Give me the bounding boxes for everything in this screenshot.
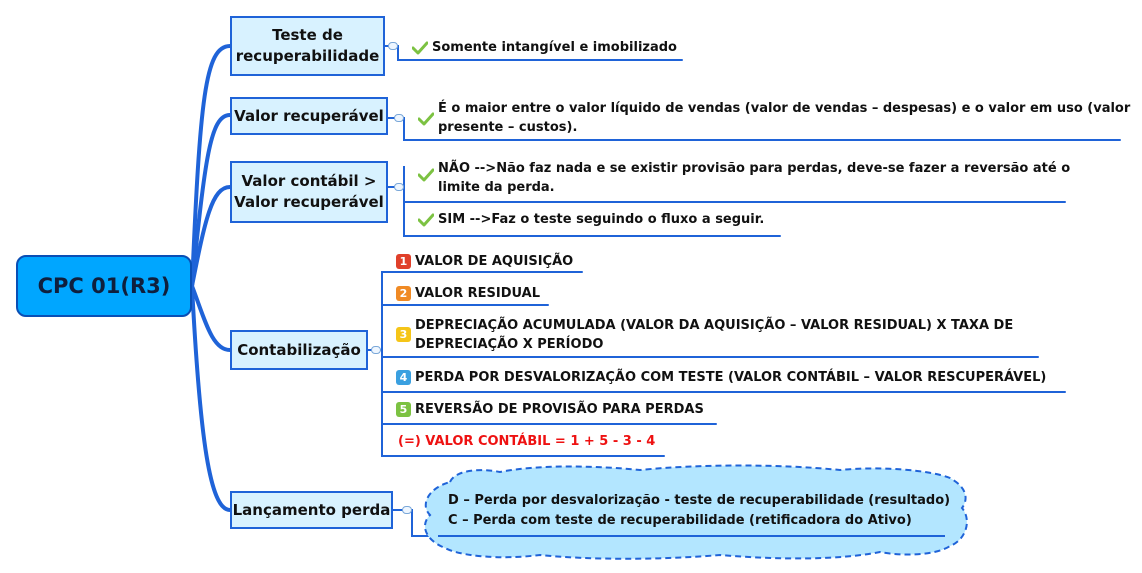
contab-item-text: PERDA POR DESVALORIZAÇÃO COM TESTE (VALOR CONTÁBIL – VALOR RESCUPERÁVEL) [415,370,1047,385]
nao-line: limite da perda. [438,180,555,195]
collapse-toggle[interactable] [394,114,404,122]
lancamento-cloud[interactable] [448,491,950,531]
valor-recuperavel-item[interactable] [438,99,1130,137]
sim-text: SIM -->Faz o teste seguindo o fluxo a seguir. [438,212,765,227]
priority-1-icon: 1 [396,254,411,269]
topic-label: Lançamento perda [232,500,391,519]
valor-recuperavel-line: presente – custos). [438,120,578,135]
root-label: CPC 01(R3) [37,274,171,298]
collapse-toggle[interactable] [394,183,404,191]
topic-label-line: Valor contábil > [241,172,377,190]
check-icon [418,168,434,182]
contab-item-line: DEPRECIAÇÃO X PERÍODO [415,337,604,352]
topic-valor-recuperavel[interactable] [230,97,388,135]
topic-label-line: Valor recuperável [234,193,384,211]
check-icon [418,112,434,126]
topic-label: Contabilização [237,340,361,359]
priority-4-icon: 4 [396,370,411,385]
root-node[interactable] [16,255,192,317]
priority-5-icon: 5 [396,402,411,417]
contab-item-text: VALOR RESIDUAL [415,286,541,301]
contab-item-4[interactable] [396,368,1046,387]
valor-recuperavel-line: É o maior entre o valor líquido de vendas (valor de vendas – despesas) e o valor em uso (valor [438,101,1131,116]
valor-contabil-nao-item[interactable] [438,159,1070,197]
teste-item[interactable] [412,38,677,57]
contab-item-3[interactable] [415,316,1013,354]
check-icon [412,41,428,55]
valor-contabil-sim-item[interactable] [418,210,764,229]
lancamento-line-debit: D – Perda por desvalorização - teste de recuperabilidade (resultado) [448,493,951,508]
topic-label-line: Teste de [272,26,343,44]
branch-lancamento [192,286,230,510]
topic-contabilizacao[interactable] [230,330,368,370]
topic-valor-contabil[interactable] [230,161,388,223]
collapse-toggle[interactable] [371,346,381,354]
contab-item-5[interactable] [396,400,704,419]
collapse-toggle[interactable] [402,506,412,514]
contab-item-line: DEPRECIAÇÃO ACUMULADA (VALOR DA AQUISIÇÃO – VALOR RESIDUAL) X TAXA DE [415,318,1014,333]
contab-item-1[interactable] [396,252,573,271]
contab-item-text: VALOR DE AQUISIÇÃO [415,254,574,269]
topic-label: Valor recuperável [234,106,384,125]
topic-teste-recuperabilidade[interactable] [230,16,385,76]
priority-2-icon: 2 [396,286,411,301]
lancamento-line-credit: C – Perda com teste de recuperabilidade (retificadora do Ativo) [448,513,912,528]
check-icon [418,213,434,227]
priority-3-icon: 3 [396,327,411,342]
nao-line: NÃO -->Não faz nada e se existir provisão para perdas, deve-se fazer a reversão até o [438,161,1071,176]
teste-item-text: Somente intangível e imobilizado [432,40,677,55]
topic-label-line: recuperabilidade [235,47,380,65]
branch-contabilizacao [192,286,230,350]
contab-item-2[interactable] [396,284,540,303]
collapse-toggle[interactable] [388,42,398,50]
contab-result[interactable]: (=) VALOR CONTÁBIL = 1 + 5 - 3 - 4 [398,434,656,449]
contab-item-text: REVERSÃO DE PROVISÃO PARA PERDAS [415,402,704,417]
topic-lancamento-perda[interactable] [230,491,393,529]
